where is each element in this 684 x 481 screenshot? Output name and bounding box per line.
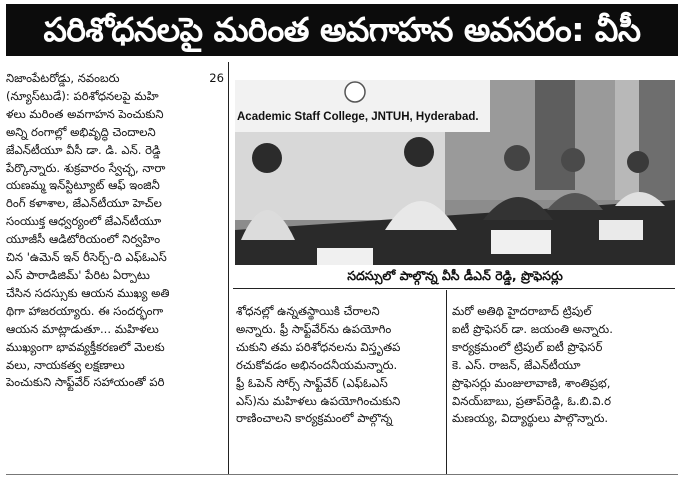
headline: పరిశోధనలపై మరింత అవగాహన అవసరం: వీసీ (6, 4, 678, 56)
text-line: థిగా హాజరయ్యారు. ఈ సందర్భంగా (6, 303, 164, 318)
text-line: సంయుక్త ఆధ్వర్యంలో జేఎన్‌టీయూ (6, 214, 162, 229)
section-divider (233, 288, 675, 289)
text-line: అన్నారు. ఫ్రీ సాఫ్ట్‌వేర్‌ను ఉపయోగిం (236, 321, 392, 336)
text-line: కార్యక్రమంలో ట్రిపుల్ ఐటీ ప్రొఫెసర్ (452, 339, 603, 354)
text-line: జేఎన్‌టీయూ వీసీ డా. డి. ఎన్. రెడ్డి (6, 142, 161, 157)
text-line: అన్ని రంగాల్లో అభివృద్ధి చెందాలని (6, 124, 156, 139)
article-column-3 (452, 303, 678, 428)
photo-illustration (235, 80, 675, 265)
text-line: వినయ్‌బాబు, ప్రతాప్‌రెడ్డి, ఓ.బి.వి.ర (452, 393, 612, 408)
bottom-rule (6, 474, 678, 475)
dateline-day: 26 (209, 71, 224, 85)
column-divider (446, 290, 447, 474)
dateline-place: నిజాంపేటరోడ్డు, నవంబరు (6, 71, 120, 85)
text-line: ఆయన మాట్లాడుతూ... మహిళలు (6, 321, 159, 336)
text-line: మణయ్య, విద్యార్థులు పాల్గొన్నారు. (452, 411, 609, 426)
text-line: ఫ్రీ ఓపెన్ సోర్స్ సాఫ్ట్‌వేర్ (ఎఫ్ఓఎస్ (236, 375, 388, 390)
photo-caption: సదస్సులో పాల్గొన్న వీసీ డీఎన్ రెడ్డి, ప్రొఫెసర్లు (347, 268, 563, 283)
text-line: చేసిన సదస్సుకు ఆయన ముఖ్య అతి (6, 285, 170, 300)
text-line: శోధనల్లో ఉన్నతస్థాయికి చేరాలని (236, 304, 380, 318)
news-photo (235, 80, 675, 265)
text-line: యూజీసీ ఆడిటోరియంలో నిర్వహిం (6, 232, 161, 247)
text-line: కె. ఎస్. రాజన్, జేఎన్‌టీయూ (452, 357, 581, 372)
text-line: ముఖ్యంగా భావవ్యక్తీకరణలో మెలకు (6, 339, 165, 354)
column-divider (228, 62, 229, 474)
text-line: ఎస్ పారాడిజిమ్' పేరిట ఏర్పాటు (6, 267, 150, 282)
text-line: రాణించాలని కార్యక్రమంలో పాల్గొన్న (236, 411, 393, 426)
text-line: రచుకోవడం అభినందనీయమన్నారు. (236, 357, 398, 372)
text-line: ళలు మరింత అవగాహన పెంచుకుని (6, 106, 164, 121)
text-line: (న్యూస్‌టుడే): పరిశోధనలపై మహి (6, 88, 159, 103)
photo-banner-text: Academic Staff College, JNTUH, Hyderabad. (237, 111, 479, 123)
text-line: మరో అతిథి హైదరాబాద్ ట్రిపుల్ (452, 304, 592, 318)
text-line: ప్రొఫెసర్లు మంజులావాణి, శాంతిప్రభ, (452, 375, 611, 390)
dateline (6, 70, 224, 88)
text-line: వలు, నాయకత్వ లక్షణాలు (6, 357, 125, 372)
text-line: ఐటీ ప్రొఫెసర్ డా. జయంతి అన్నారు. (452, 321, 613, 336)
text-line: రింగ్ కళాశాల, జేఎన్‌టీయూ హెచ్‌ల (6, 196, 162, 211)
text-line: చుకుని తమ పరిశోధనలను విస్తృతప (236, 339, 401, 354)
text-line: చిన 'ఉమెన్ ఇన్ రీసెర్చ్-ది ఎఫ్ఓఎస్ (6, 250, 167, 265)
text-line: ఎస్)ను మహిళలు ఉపయోగించుకుని (236, 393, 401, 408)
article-column-2 (236, 303, 442, 428)
text-line: పెంచుకుని సాఫ్ట్‌వేర్ సహాయంతో పరి (6, 375, 165, 390)
text-line: యణమ్మ ఇన్‌స్టిట్యూట్ ఆఫ్ ఇంజినీ (6, 178, 160, 193)
article-column-1 (6, 70, 224, 392)
text-line: పేర్కొన్నారు. శుక్రవారం స్వేచ్ఛ, నారా (6, 160, 166, 175)
